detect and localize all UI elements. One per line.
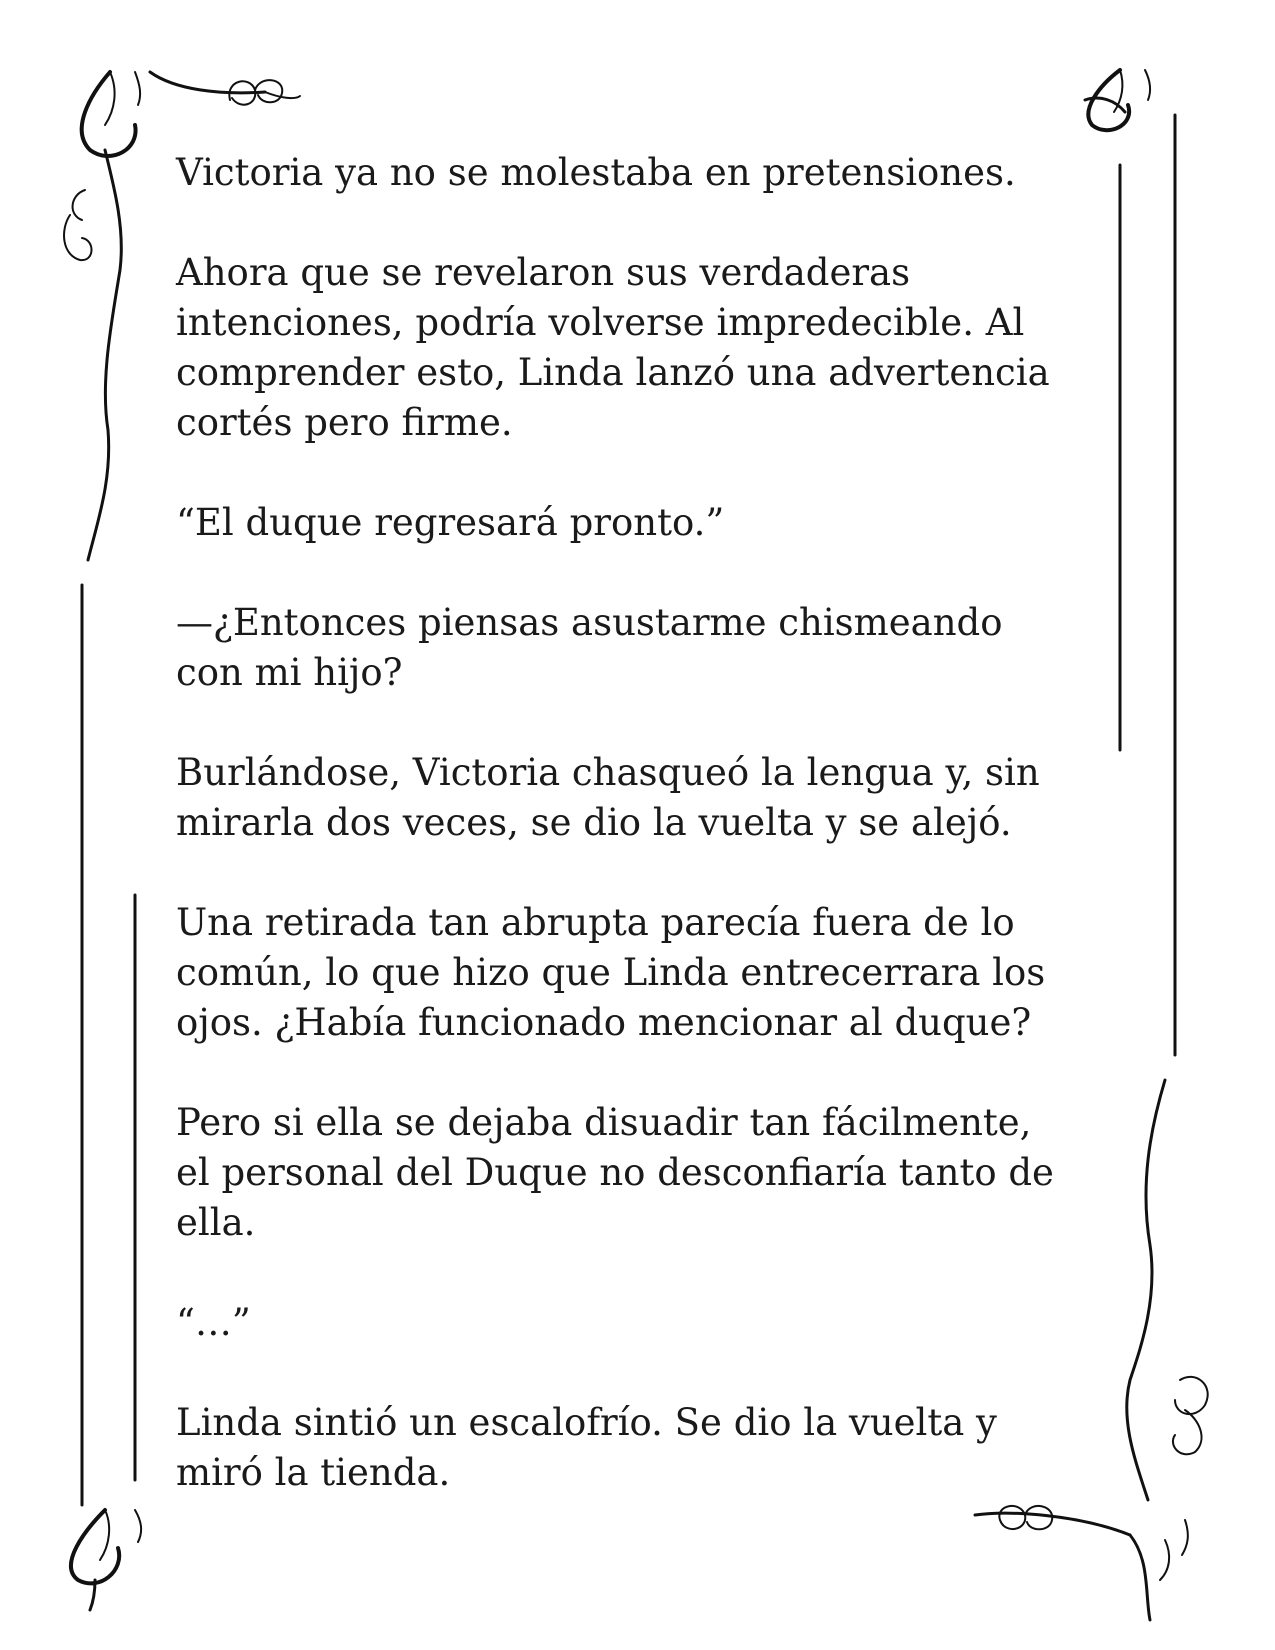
top-right-flourish (1085, 70, 1150, 130)
paragraph: Pero si ella se dejaba disuadir tan fácilmente, el personal del Duque no desconfiaría tanto de ella. (176, 1101, 1054, 1244)
bottom-left-flourish (71, 1510, 141, 1610)
paragraph: Burlándose, Victoria chasqueó la lengua y, sin mirarla dos veces, se dio la vuelta y se alejó. (176, 751, 1040, 844)
paragraph: —¿Entonces piensas asustarme chismeando con mi hijo? (176, 601, 1003, 694)
story-text (176, 148, 1076, 1548)
paragraph: “…” (176, 1301, 251, 1344)
paragraph: Ahora que se revelaron sus verdaderas intenciones, podría volverse impredecible. Al comprender esto, Linda lanzó una advertencia cortés pero firme. (176, 251, 1050, 444)
paragraph: Linda sintió un escalofrío. Se dio la vuelta y miró la tienda. (176, 1401, 997, 1494)
paragraph: Una retirada tan abrupta parecía fuera de lo común, lo que hizo que Linda entrecerrara los ojos. ¿Había funcionado mencionar al duque? (176, 901, 1046, 1044)
paragraph: Victoria ya no se molestaba en pretensiones. (176, 151, 1016, 194)
paragraph: “El duque regresará pronto.” (176, 501, 725, 544)
